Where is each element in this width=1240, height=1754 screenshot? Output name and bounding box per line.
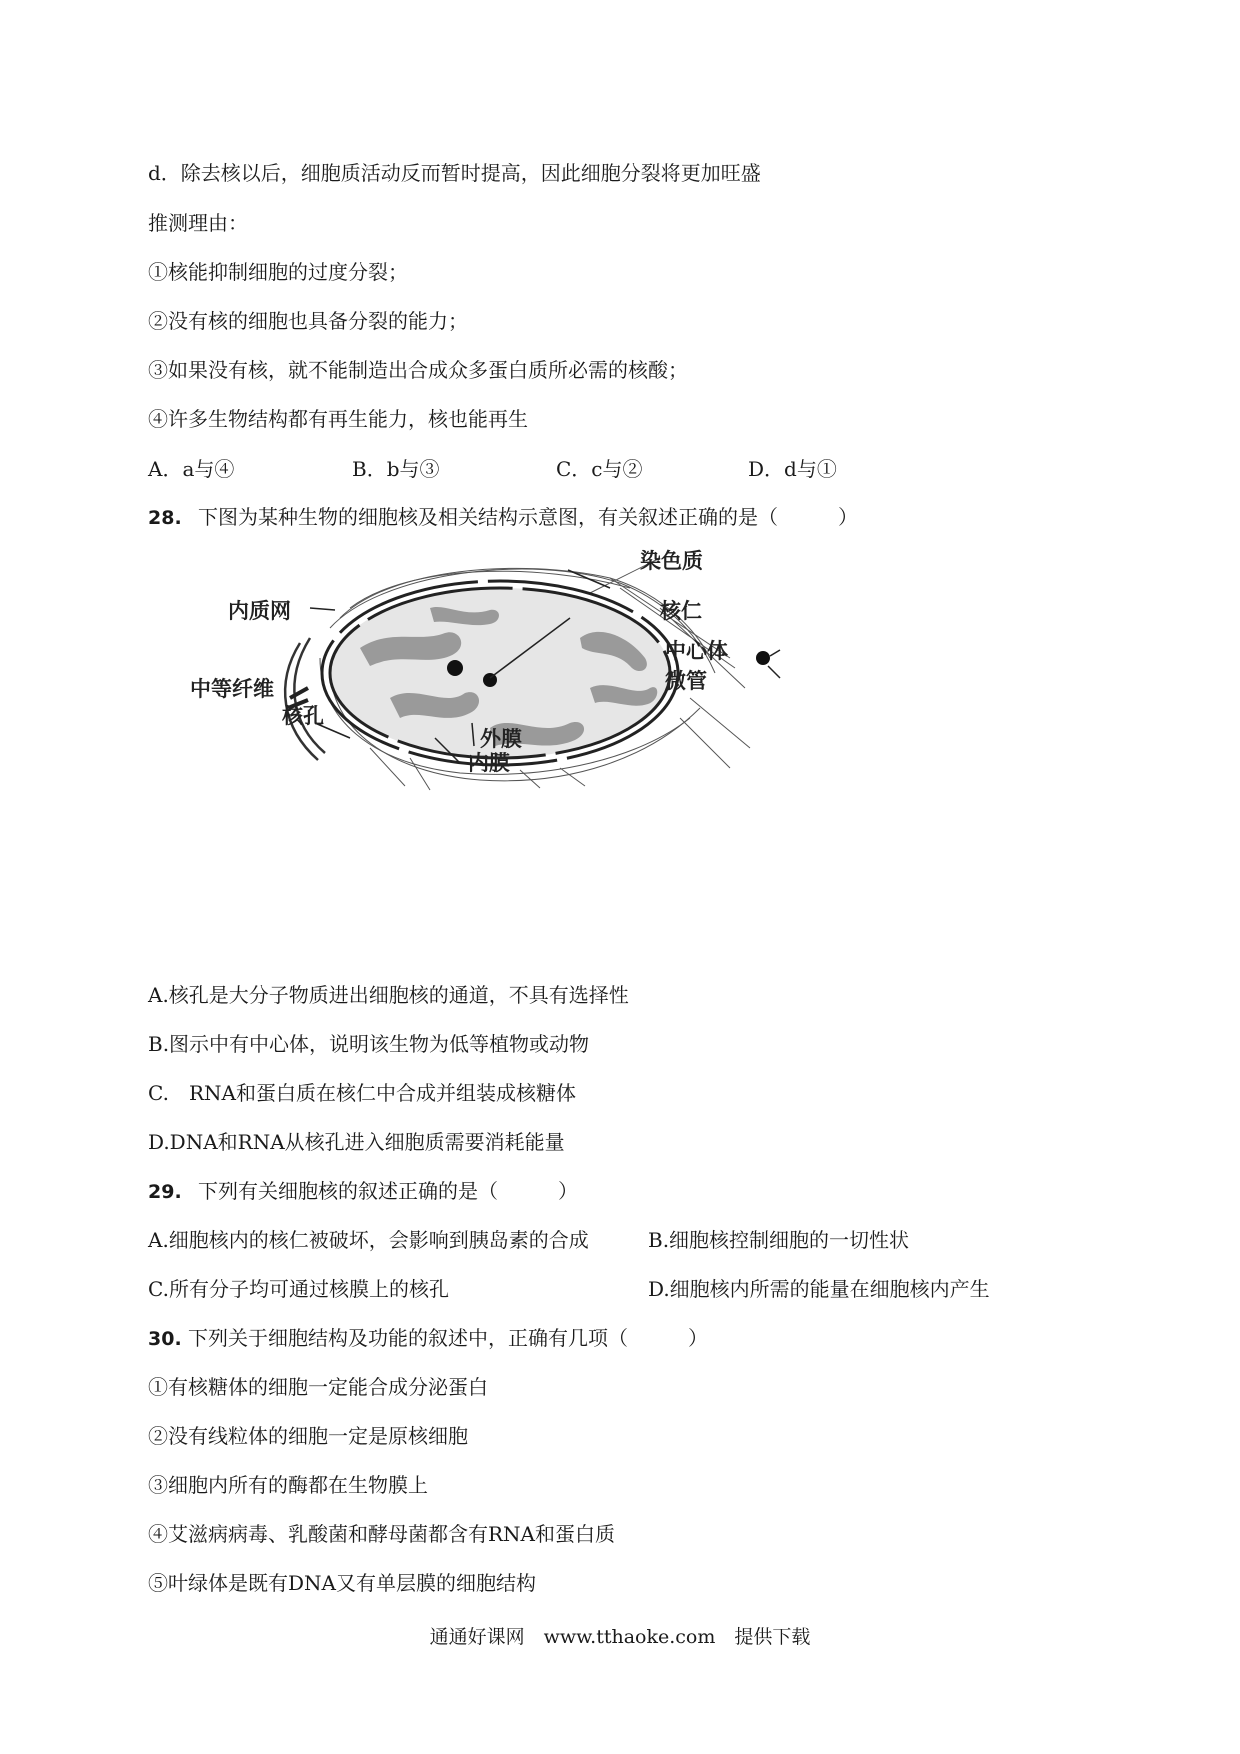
nucleus-diagram [190, 548, 790, 808]
q28-number: 28. [148, 507, 182, 529]
label-chromatin: 染色质 [640, 549, 703, 573]
q30-item-2: ②没有线粒体的细胞一定是原核细胞 [148, 1424, 468, 1448]
label-inner-membrane: 内膜 [468, 751, 510, 775]
q27-answer-d: D．d与① [748, 457, 837, 481]
q30-stem [148, 1325, 708, 1352]
q27-answer-a: A．a与④ [148, 457, 235, 481]
q28-option-a: A.核孔是大分子物质进出细胞核的通道，不具有选择性 [148, 983, 629, 1007]
q27-reason-4: ④许多生物结构都有再生能力，核也能再生 [148, 407, 528, 431]
q28-option-d: D.DNA和RNA从核孔进入细胞质需要消耗能量 [148, 1130, 565, 1154]
centrosome-shape [756, 651, 770, 665]
label-er: 内质网 [228, 599, 291, 623]
label-intermediate-filament: 中等纤维 [190, 677, 274, 701]
q27-answer-c: C．c与② [556, 457, 643, 481]
label-outer-membrane: 外膜 [480, 727, 522, 751]
label-centrosome: 中心体 [665, 639, 728, 663]
q29-number: 29. [148, 1181, 182, 1203]
q27-reason-heading: 推测理由： [148, 211, 248, 235]
q30-item-1: ①有核糖体的细胞一定能合成分泌蛋白 [148, 1375, 488, 1399]
q29-option-a: A.细胞核内的核仁被破坏，会影响到胰岛素的合成 [148, 1228, 589, 1252]
label-microtubule: 微管 [665, 669, 707, 693]
q28-option-c: C. RNA和蛋白质在核仁中合成并组装成核糖体 [148, 1081, 576, 1105]
q29-option-c: C.所有分子均可通过核膜上的核孔 [148, 1277, 449, 1301]
q28-stem-text: 下图为某种生物的细胞核及相关结构示意图，有关叙述正确的是（ ） [198, 505, 859, 529]
q27-option-d: d．除去核以后，细胞质活动反而暂时提高，因此细胞分裂将更加旺盛 [148, 161, 761, 185]
q29-stem [148, 1178, 578, 1205]
q29-stem-text: 下列有关细胞核的叙述正确的是（ ） [198, 1179, 579, 1203]
q27-reason-2: ②没有核的细胞也具备分裂的能力； [148, 309, 468, 333]
q30-item-3: ③细胞内所有的酶都在生物膜上 [148, 1473, 428, 1497]
q28-option-b: B.图示中有中心体，说明该生物为低等植物或动物 [148, 1032, 590, 1056]
q30-number: 30. [148, 1328, 182, 1350]
q29-option-d: D.细胞核内所需的能量在细胞核内产生 [648, 1277, 990, 1301]
label-nuclear-pore: 核孔 [282, 704, 324, 728]
q27-answer-b: B．b与③ [352, 457, 440, 481]
q27-reason-3: ③如果没有核，就不能制造出合成众多蛋白质所必需的核酸； [148, 358, 688, 382]
q29-option-b: B.细胞核控制细胞的一切性状 [648, 1228, 910, 1252]
nucleolus-shape-1 [447, 660, 463, 676]
q27-reason-1: ①核能抑制细胞的过度分裂； [148, 260, 408, 284]
q30-item-5: ⑤叶绿体是既有DNA又有单层膜的细胞结构 [148, 1571, 536, 1595]
q30-item-4: ④艾滋病病毒、乳酸菌和酵母菌都含有RNA和蛋白质 [148, 1522, 616, 1546]
page-footer: 通通好课网 www.tthaoke.com 提供下载 [429, 1626, 811, 1648]
q28-stem [148, 504, 858, 531]
q30-stem-text: 下列关于细胞结构及功能的叙述中，正确有几项（ ） [188, 1326, 709, 1350]
label-nucleolus: 核仁 [660, 599, 702, 623]
